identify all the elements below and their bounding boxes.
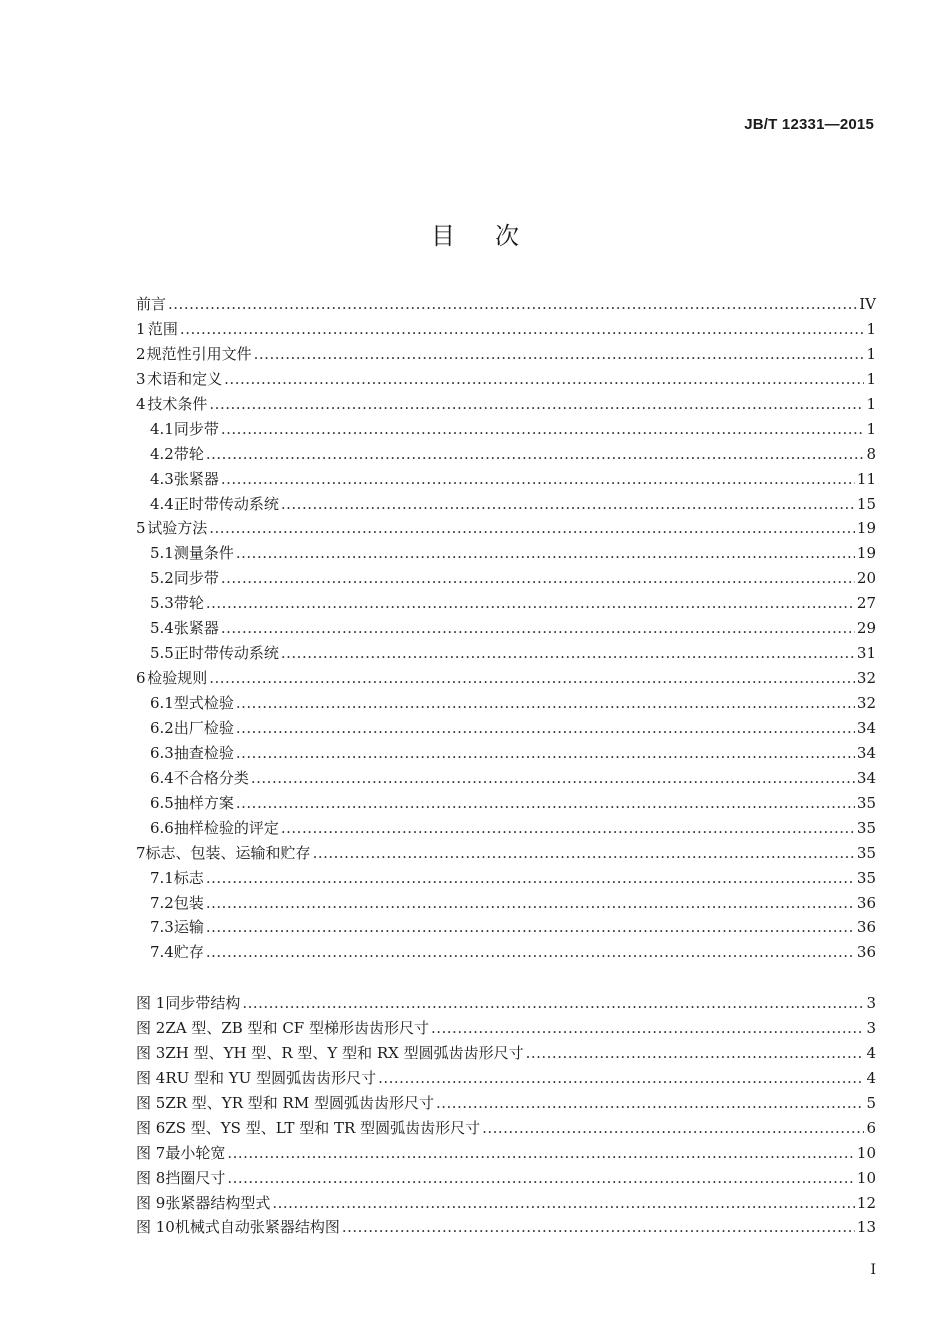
dot-leader	[206, 891, 855, 916]
toc-entry-label: 最小轮宽	[165, 1143, 226, 1162]
toc-entry-page: 6	[866, 1118, 876, 1137]
dot-leader	[281, 816, 855, 841]
toc-entry-page: 4	[866, 1068, 876, 1087]
toc-entry[interactable]	[136, 516, 876, 541]
toc-entry-number: 6.3	[150, 743, 174, 762]
dot-leader	[236, 716, 855, 741]
toc-entry-label: 张紧器	[173, 469, 219, 488]
toc-entry-page: 1	[866, 419, 876, 438]
toc-entry-label: 包装	[173, 893, 204, 912]
toc-entry-label: 标志	[173, 868, 204, 887]
dot-leader	[236, 541, 855, 566]
toc-entry-label: ZR 型、YR 型和 RM 型圆弧齿齿形尺寸	[165, 1093, 434, 1112]
toc-entry[interactable]	[136, 317, 876, 342]
toc-entry[interactable]	[136, 866, 876, 891]
toc-entry[interactable]	[136, 766, 876, 791]
toc-entry[interactable]	[136, 467, 876, 492]
toc-entry[interactable]	[136, 1041, 876, 1066]
toc-entry[interactable]	[136, 566, 876, 591]
toc-entry-page: 1	[866, 319, 876, 338]
toc-entry-number: 7	[136, 843, 146, 862]
toc-entry-number: 图 1	[136, 994, 166, 1012]
dot-leader	[281, 492, 855, 517]
dot-leader	[206, 940, 855, 965]
toc-entry-number: 图 6	[136, 1118, 166, 1137]
toc-entry[interactable]	[136, 292, 876, 317]
toc-entry-page: 35	[856, 793, 876, 812]
dot-leader	[206, 591, 855, 616]
toc-entry-number: 3	[136, 369, 146, 388]
toc-entry[interactable]	[136, 816, 876, 841]
dot-leader	[342, 1215, 855, 1240]
toc-entry-page: 10	[856, 1168, 876, 1187]
toc-entry-label: RU 型和 YU 型圆弧齿齿形尺寸	[165, 1068, 377, 1087]
toc-entry-page: 1	[866, 369, 876, 388]
toc-entry[interactable]	[136, 492, 876, 517]
toc-entry[interactable]	[136, 1091, 876, 1116]
toc-entry-number: 5.4	[150, 619, 174, 638]
toc-entry-page: 29	[856, 619, 876, 638]
toc-entry[interactable]	[136, 666, 876, 691]
toc-entry-number: 5.2	[150, 569, 174, 588]
toc-entry-label: 同步带	[173, 419, 219, 438]
toc-entry[interactable]	[136, 915, 876, 940]
toc-entry-page: 35	[856, 868, 876, 887]
toc-entry-label: 运输	[173, 918, 204, 937]
toc-entry-number: 4.4	[150, 494, 174, 513]
toc-entry-label: 正时带传动系统	[173, 494, 279, 513]
toc-entry-number: 7.3	[150, 918, 174, 937]
toc-entry-page: 34	[856, 718, 876, 737]
toc-entry-label: 型式检验	[173, 694, 234, 712]
figure-list	[136, 991, 876, 1240]
toc-entry-label: 张紧器	[173, 619, 219, 638]
toc-entry-page: 34	[856, 768, 876, 787]
toc-entry-number: 6.4	[150, 768, 174, 787]
toc-entry[interactable]	[136, 591, 876, 616]
toc-entry-number: 4	[136, 394, 146, 413]
toc-entry-label: 前言	[136, 295, 167, 313]
toc-entry-label: 正时带传动系统	[173, 644, 279, 663]
toc-entry-number: 图 8	[136, 1168, 166, 1187]
dot-leader	[281, 641, 855, 666]
toc-entry-label: 同步带	[173, 569, 219, 588]
toc-entry-page: 13	[856, 1218, 876, 1237]
toc-entry[interactable]	[136, 1116, 876, 1141]
toc-entry-label: 测量条件	[173, 544, 234, 563]
toc-entry-number: 6.6	[150, 818, 174, 837]
toc-entry-label: 同步带结构	[165, 994, 241, 1012]
toc-entry-label: 标志、包装、运输和贮存	[145, 843, 311, 862]
toc-entry-page: 3	[866, 1018, 876, 1037]
toc-entry-label: ZH 型、YH 型、R 型、Y 型和 RX 型圆弧齿齿形尺寸	[165, 1043, 524, 1062]
toc-entry-label: ZA 型、ZB 型和 CF 型梯形齿齿形尺寸	[165, 1018, 429, 1037]
toc-entry-page: 36	[856, 893, 876, 912]
dot-leader	[180, 317, 865, 342]
toc-entry-label: 术语和定义	[147, 369, 223, 388]
dot-leader	[272, 1191, 855, 1216]
toc-entry-number: 4.3	[150, 469, 174, 488]
dot-leader	[227, 1166, 855, 1191]
toc-entry-page: 5	[866, 1093, 876, 1112]
dot-leader	[236, 791, 855, 816]
toc-entry-number: 图 3	[136, 1043, 166, 1062]
toc-entry-label: 抽样检验的评定	[173, 818, 279, 837]
toc-entry-page: 8	[866, 444, 876, 463]
toc-entry-number: 图 10	[136, 1218, 175, 1237]
page-title: 目次	[431, 222, 559, 250]
toc-entry-label: 抽样方案	[173, 793, 234, 812]
dot-leader	[221, 616, 855, 641]
toc-entry-label: 抽查检验	[173, 743, 234, 762]
toc-entry-page: 10	[856, 1143, 876, 1162]
toc-entry-number: 图 4	[136, 1068, 166, 1087]
dot-leader	[168, 292, 857, 317]
toc-entry-label: 机械式自动张紧器结构图	[174, 1218, 340, 1237]
dot-leader	[236, 691, 855, 716]
toc-entry-page: 15	[856, 494, 876, 513]
toc-entry-number: 图 7	[136, 1143, 166, 1162]
toc-entry-number: 图 2	[136, 1018, 166, 1037]
toc-entry-number: 5.5	[150, 644, 174, 663]
toc-entry[interactable]	[136, 442, 876, 467]
toc-entry[interactable]	[136, 367, 876, 392]
toc-entry[interactable]	[136, 991, 876, 1016]
toc-entry-label: ZS 型、YS 型、LT 型和 TR 型圆弧齿齿形尺寸	[165, 1118, 481, 1137]
toc-entry[interactable]	[136, 841, 876, 866]
toc-entry-page: 36	[856, 918, 876, 937]
toc-entry-label: 带轮	[173, 444, 204, 463]
toc-entry-number: 6	[136, 669, 146, 688]
toc-entry-page: 11	[856, 469, 876, 488]
toc-entry-page: 1	[866, 344, 876, 363]
dot-leader	[227, 1141, 855, 1166]
dot-leader	[224, 367, 864, 392]
toc-entry[interactable]	[136, 417, 876, 442]
page-number: I	[870, 1262, 876, 1278]
toc-entry-label: 试验方法	[147, 519, 208, 538]
toc-entry-page: 27	[856, 594, 876, 613]
toc-entry-label: 挡圈尺寸	[165, 1168, 226, 1187]
toc-entry-label: 规范性引用文件	[146, 344, 252, 363]
toc-entry[interactable]	[136, 641, 876, 666]
toc-entry-label: 带轮	[173, 594, 204, 613]
toc-entry-number: 4.1	[150, 419, 174, 438]
dot-leader	[482, 1116, 864, 1141]
toc-entry-label: 范围	[147, 319, 178, 338]
dot-leader	[236, 741, 855, 766]
toc-entry[interactable]	[136, 342, 876, 367]
dot-leader	[242, 991, 864, 1016]
toc-entry[interactable]	[136, 691, 876, 716]
toc-entry-page: 35	[856, 818, 876, 837]
toc-entry-page: 32	[856, 694, 876, 712]
toc-entry-number: 2	[136, 344, 146, 363]
toc-entry-page: 1	[866, 394, 876, 413]
toc-entry-page: 20	[856, 569, 876, 588]
toc-entry-page: 36	[856, 943, 876, 962]
dot-leader	[206, 915, 855, 940]
dot-leader	[221, 566, 855, 591]
toc-entry-page: 19	[856, 544, 876, 563]
toc-entry-number: 6.1	[150, 694, 174, 712]
toc-entry-label: 技术条件	[147, 394, 208, 413]
toc-list	[136, 292, 876, 965]
toc-entry-number: 6.2	[150, 718, 174, 737]
toc-entry-number: 4.2	[150, 444, 174, 463]
toc-entry-number: 图 9	[136, 1193, 166, 1212]
dot-leader	[431, 1016, 864, 1041]
toc-entry[interactable]	[136, 741, 876, 766]
toc-entry-label: 贮存	[173, 943, 204, 962]
toc-entry-page: 35	[856, 843, 876, 862]
toc-entry-label: 出厂检验	[173, 718, 234, 737]
toc-entry-number: 5	[136, 519, 146, 538]
toc-entry-page: 12	[856, 1193, 876, 1212]
toc-entry-number: 7.1	[150, 868, 174, 887]
toc-entry-page: 3	[866, 994, 876, 1012]
dot-leader	[221, 417, 865, 442]
toc-entry-label: 不合格分类	[173, 768, 249, 787]
toc-entry-page: IV	[859, 295, 876, 313]
toc-entry-label: 检验规则	[147, 669, 208, 688]
toc-entry[interactable]	[136, 1066, 876, 1091]
toc-entry-page: 34	[856, 743, 876, 762]
dot-leader	[209, 392, 864, 417]
toc-entry-number: 6.5	[150, 793, 174, 812]
toc-entry-number: 7.4	[150, 943, 174, 962]
dot-leader	[526, 1041, 865, 1066]
toc-entry[interactable]	[136, 1141, 876, 1166]
toc-entry[interactable]	[136, 541, 876, 566]
toc-entry-number: 7.2	[150, 893, 174, 912]
toc-entry[interactable]	[136, 940, 876, 965]
toc-entry[interactable]	[136, 392, 876, 417]
toc-entry[interactable]	[136, 1191, 876, 1216]
toc-entry-page: 32	[856, 669, 876, 688]
dot-leader	[206, 866, 855, 891]
dot-leader	[251, 766, 855, 791]
dot-leader	[378, 1066, 864, 1091]
toc-entry-number: 5.1	[150, 544, 174, 563]
toc-entry[interactable]	[136, 616, 876, 641]
toc-entry[interactable]	[136, 716, 876, 741]
toc-entry[interactable]	[136, 1016, 876, 1041]
toc-entry[interactable]	[136, 1215, 876, 1240]
toc-entry-number: 5.3	[150, 594, 174, 613]
toc-entry-number: 图 5	[136, 1093, 166, 1112]
toc-entry-page: 19	[856, 519, 876, 538]
toc-entry-page: 31	[856, 644, 876, 663]
dot-leader	[206, 442, 865, 467]
dot-leader	[221, 467, 855, 492]
toc-entry[interactable]	[136, 791, 876, 816]
dot-leader	[254, 342, 865, 367]
toc-entry-label: 张紧器结构型式	[165, 1193, 271, 1212]
dot-leader	[436, 1091, 865, 1116]
dot-leader	[209, 516, 855, 541]
dot-leader	[313, 841, 855, 866]
dot-leader	[209, 666, 855, 691]
toc-entry[interactable]	[136, 891, 876, 916]
standard-code: JB/T 12331—2015	[744, 116, 874, 133]
toc-entry[interactable]	[136, 1166, 876, 1191]
toc-entry-number: 1	[136, 319, 146, 338]
toc-entry-page: 4	[866, 1043, 876, 1062]
